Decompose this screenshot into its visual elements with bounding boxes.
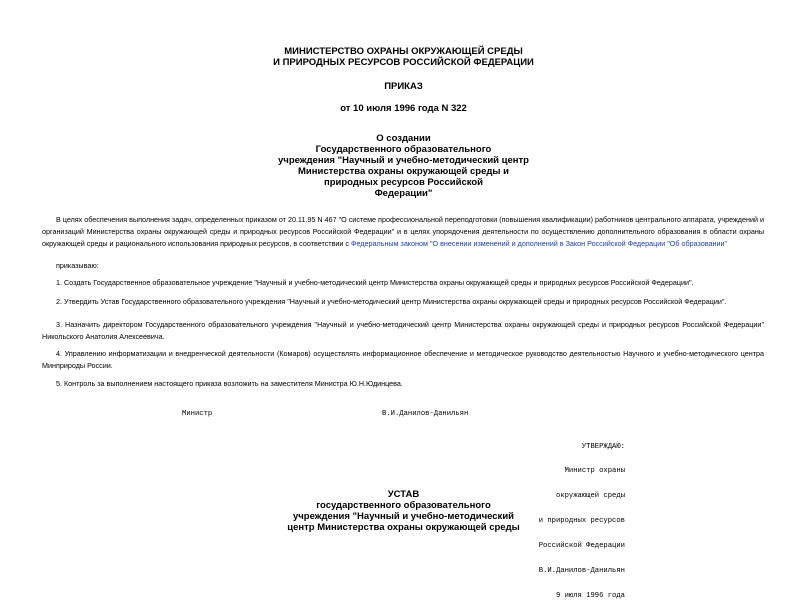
charter-line-3: учреждения "Научный и учебно-методический bbox=[292, 511, 514, 522]
order-item-3: 3. Назначить директором Государственного образовательного учреждения "Научный и учебно-методический центр Министерства охраны окружающей среды и природных ресурсов Российской Федерации" Никольского Анатолия Алексеевича. bbox=[42, 320, 764, 341]
subject-line-3: учреждения "Научный и учебно-методический центр bbox=[278, 155, 529, 166]
charter-line-1: УСТАВ bbox=[387, 489, 420, 500]
order-item-1: 1. Создать Государственное образовательное учреждение "Научный и учебно-методический центр Министерства охраны окружающей среды и природных ресурсов Российской Федерации". bbox=[56, 278, 694, 287]
doc-type: ПРИКАЗ bbox=[384, 81, 423, 92]
subject-line-1: О создании bbox=[376, 133, 431, 144]
ministry-title bbox=[0, 46, 807, 68]
order-item-2: 2. Утвердить Устав Государственного образовательного учреждения "Научный и учебно-методический центр Министерства охраны окружающей среды и природных ресурсов Российской Федерации". bbox=[56, 297, 727, 306]
order-item-5: 5. Контроль за выполнением настоящего приказа возложить на заместителя Министра Ю.Н.Юдинцева. bbox=[56, 379, 403, 388]
charter-line-2: государственного образовательного bbox=[316, 500, 491, 511]
signature-title: Министр bbox=[182, 410, 213, 418]
approval-line-1: УТВЕРЖДАЮ: bbox=[581, 442, 625, 451]
preamble-text: В целях обеспечения выполнения задач, определенных приказом от 20.11.95 N 467 "О системе профессиональной переподготовки (повышения квалификации) работников центрального аппарата, учреждений и организаций Министерства охраны окружающей среды и природных ресурсов Российской Федерации" и в целях упорядочения деятельности по осуществлению дополнительного образования в области охраны окружающей среды и рационального использования природных ресурсов, в соответствии с bbox=[42, 215, 764, 248]
ministry-line-2: И ПРИРОДНЫХ РЕСУРСОВ РОССИЙСКОЙ ФЕДЕРАЦИИ bbox=[273, 57, 534, 68]
subject-line-5: природных ресурсов Российской bbox=[323, 177, 484, 188]
signature-name: В.И.Данилов-Данильян bbox=[382, 410, 469, 418]
order-item-4: 4. Управлению информатизации и внедренческой деятельности (Комаров) осуществлять информационное обеспечение и методическое руководство деятельностью Научного и учебно-методического центра Минприроды России. bbox=[42, 349, 764, 370]
approval-line-3: окружающей среды bbox=[555, 492, 625, 501]
approval-line-5: Российской Федерации bbox=[538, 542, 625, 551]
approval-line-7: 9 июля 1996 года bbox=[555, 591, 625, 600]
order-word: приказываю: bbox=[56, 261, 99, 270]
charter-line-4: центр Министерства охраны окружающей среды bbox=[287, 522, 520, 533]
subject-line-4: Министерства охраны окружающей среды и bbox=[297, 166, 509, 177]
subject-line-6: Федерации" bbox=[374, 188, 433, 199]
approval-line-6: В.И.Данилов-Данильян bbox=[538, 567, 625, 576]
charter-title bbox=[0, 489, 807, 533]
federal-law-link[interactable]: Федеральным законом "О внесении изменений и дополнений в Закон Российской Федерации "Об образовании" bbox=[351, 239, 728, 248]
doc-date-number: от 10 июля 1996 года N 322 bbox=[340, 103, 467, 114]
approval-line-2: Министр охраны bbox=[564, 467, 625, 476]
doc-subject bbox=[0, 133, 807, 199]
approval-line-4: и природных ресурсов bbox=[538, 517, 625, 526]
subject-line-2: Государственного образовательного bbox=[315, 144, 492, 155]
ministry-line-1: МИНИСТЕРСТВО ОХРАНЫ ОКРУЖАЮЩЕЙ СРЕДЫ bbox=[284, 46, 523, 57]
preamble bbox=[42, 214, 764, 250]
